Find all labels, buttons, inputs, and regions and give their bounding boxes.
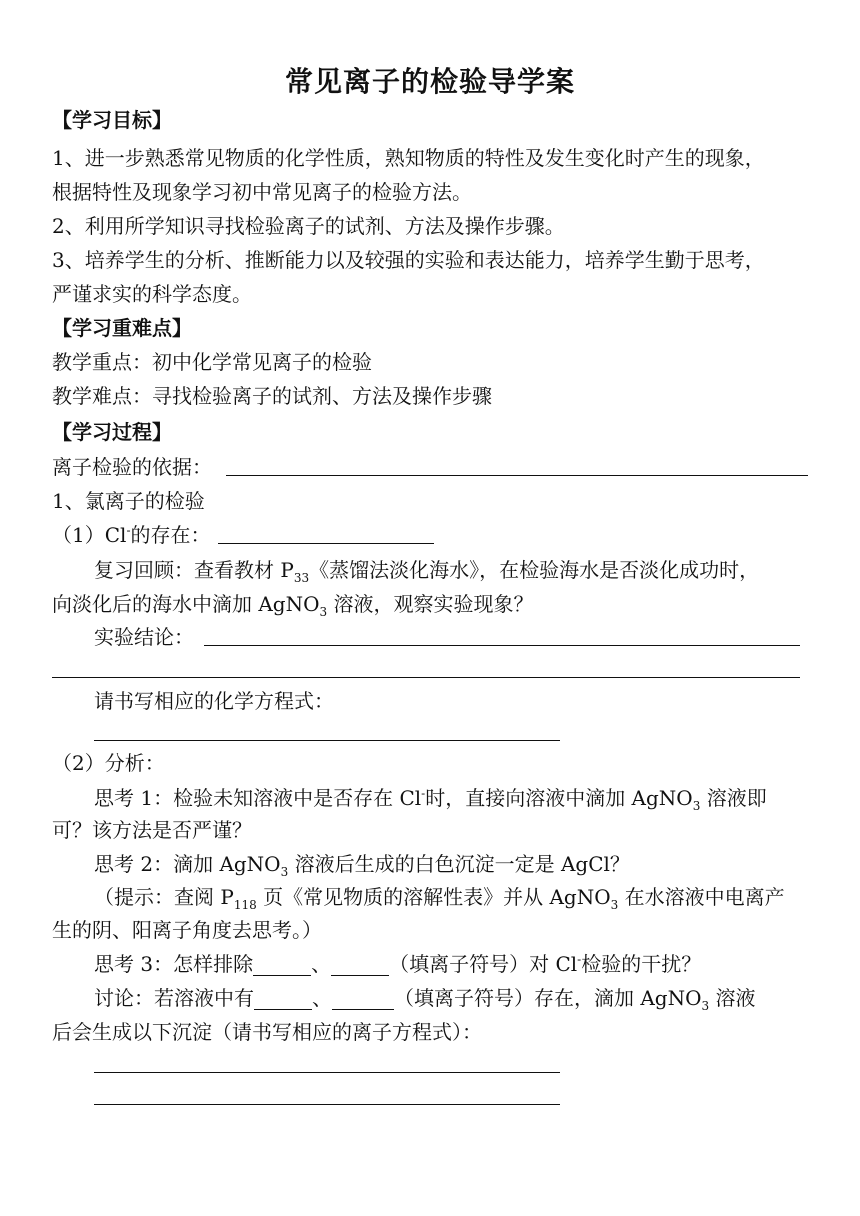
goal-item-3-line-2: 严谨求实的科学态度。 [52,282,252,306]
think-3-blank-1[interactable] [253,955,311,976]
existence-answer-line[interactable] [218,543,434,544]
review-line-2: 向淡化后的海水中滴加 AgNO$_3$ 溶液，观察实验现象？ [52,592,534,619]
discussion-line-2: 后会生成以下沉淀（请书写相应的离子方程式）： [52,1020,482,1044]
conclusion-answer-line-2[interactable] [52,677,800,678]
basis-label: 离子检验的依据： [52,455,212,479]
review-line-1: 复习回顾：查看教材 $P_{33}$《蒸馏法淡化海水》，在检验海水是否淡化成功时， [94,558,760,585]
key-points-heading: 【学习重难点】 [52,316,192,340]
goal-item-2: 2、利用所学知识寻找检验离子的试剂、方法及操作步骤。 [52,214,565,238]
analysis-title: （2）分析： [52,751,165,775]
goal-item-1-line-2: 根据特性及现象学习初中常见离子的检验方法。 [52,180,472,204]
conclusion-answer-line-1[interactable] [204,645,800,646]
ionic-equation-line-1[interactable] [94,1072,560,1073]
chloride-section-title: 1、氯离子的检验 [52,489,205,513]
think-3: 思考 3：怎样排除 、 （填离子符号）对 Cl-检验的干扰？ [94,952,702,976]
equation-answer-line[interactable] [94,740,560,741]
think-3-blank-2[interactable] [331,955,389,976]
think-1-line-1: 思考 1：检验未知溶液中是否存在 Cl-时，直接向溶液中滴加 AgNO$_3$ 溶液即 [94,786,767,813]
discussion-line-1: 讨论：若溶液中有 、 （填离子符号）存在，滴加 AgNO$_3$ 溶液 [94,986,756,1013]
process-heading: 【学习过程】 [52,420,172,444]
hint-line-1: （提示：查阅 $P_{118}$ 页《常见物质的溶解性表》并从 AgNO$_3$ 在水溶液中电离产 [94,885,785,912]
discussion-blank-1[interactable] [254,989,312,1010]
teaching-focus: 教学重点：初中化学常见离子的检验 [52,350,372,374]
teaching-difficulty: 教学难点：寻找检验离子的试剂、方法及操作步骤 [52,384,492,408]
equation-prompt: 请书写相应的化学方程式： [94,689,334,713]
think-2: 思考 2：滴加 AgNO$_3$ 溶液后生成的白色沉淀一定是 AgCl？ [94,852,630,879]
basis-answer-line[interactable] [226,475,808,476]
existence-line: （1）Cl-的存在： [52,523,211,547]
conclusion-label: 实验结论： [94,625,194,649]
page-title: 常见离子的检验导学案 [284,65,575,98]
discussion-blank-2[interactable] [332,989,394,1010]
hint-line-2: 生的阴、阳离子角度去思考。） [52,918,322,942]
goal-item-1-line-1: 1、进一步熟悉常见物质的化学性质，熟知物质的特性及发生变化时产生的现象， [52,146,765,170]
goals-heading: 【学习目标】 [52,108,172,132]
ionic-equation-line-2[interactable] [94,1104,560,1105]
think-1-line-2: 可？该方法是否严谨？ [52,818,252,842]
goal-item-3-line-1: 3、培养学生的分析、推断能力以及较强的实验和表达能力，培养学生勤于思考， [52,248,765,272]
